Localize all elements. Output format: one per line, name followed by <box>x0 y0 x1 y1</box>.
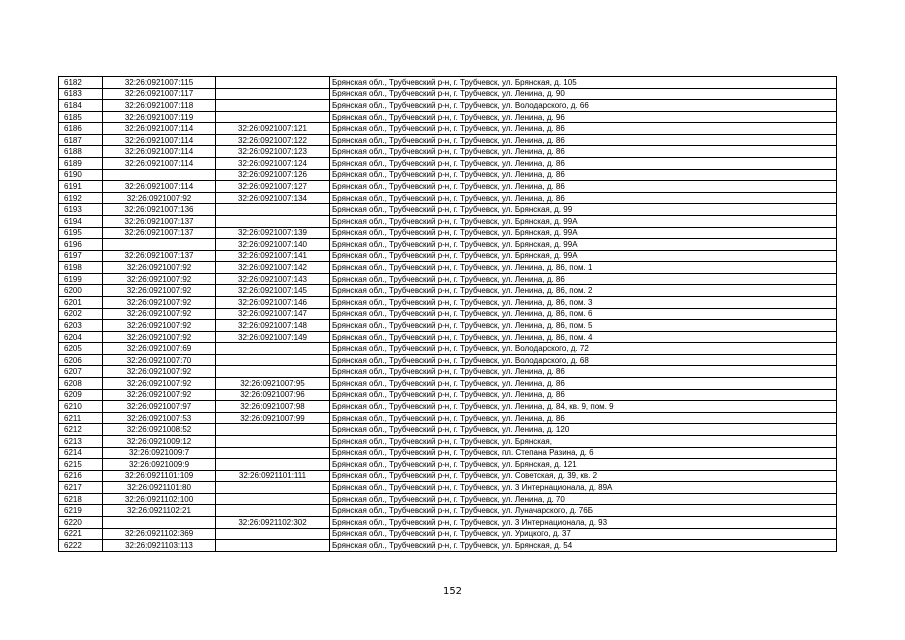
cell-address: Брянская обл., Трубчевский р-н, г. Трубчевск, ул. Ленина, д. 86 <box>330 273 837 285</box>
table-row <box>59 77 837 89</box>
cell-parent-cadastral-number: 32:26:0921102:369 <box>103 528 216 540</box>
cell-address: Брянская обл., Трубчевский р-н, г. Трубчевск, ул. Ленина, д. 86 <box>330 134 837 146</box>
table-row <box>59 482 837 494</box>
cell-parent-cadastral-number: 32:26:0921102:21 <box>103 505 216 517</box>
cell-cadastral-number: 32:26:0921007:149 <box>216 331 330 343</box>
cell-address: Брянская обл., Трубчевский р-н, г. Трубчевск, ул. 3 Интернационала, д. 93 <box>330 516 837 528</box>
cell-parent-cadastral-number: 32:26:0921009:7 <box>103 447 216 459</box>
cell-cadastral-number <box>216 366 330 378</box>
cell-address: Брянская обл., Трубчевский р-н, г. Трубчевск, ул. Володарского, д. 66 <box>330 100 837 112</box>
table-row <box>59 169 837 181</box>
cell-cadastral-number <box>216 100 330 112</box>
cell-address: Брянская обл., Трубчевский р-н, г. Трубчевск, ул. Ленина, д. 86 <box>330 169 837 181</box>
cell-row-number: 6201 <box>59 296 103 308</box>
cell-row-number: 6196 <box>59 239 103 251</box>
cell-cadastral-number <box>216 482 330 494</box>
table-row <box>59 331 837 343</box>
cell-address: Брянская обл., Трубчевский р-н, г. Трубчевск, ул. Ленина, д. 86, пом. 5 <box>330 320 837 332</box>
cell-row-number: 6190 <box>59 169 103 181</box>
cell-address: Брянская обл., Трубчевский р-н, г. Трубчевск, ул. Ленина, д. 96 <box>330 111 837 123</box>
cell-cadastral-number: 32:26:0921007:127 <box>216 181 330 193</box>
cell-address: Брянская обл., Трубчевский р-н, г. Трубчевск, ул. Ленина, д. 86, пом. 4 <box>330 331 837 343</box>
cell-parent-cadastral-number: 32:26:0921102:100 <box>103 493 216 505</box>
cell-cadastral-number: 32:26:0921007:134 <box>216 192 330 204</box>
cell-row-number: 6211 <box>59 412 103 424</box>
cell-address: Брянская обл., Трубчевский р-н, г. Трубчевск, ул. Ленина, д. 86 <box>330 378 837 390</box>
cell-row-number: 6214 <box>59 447 103 459</box>
cell-row-number: 6220 <box>59 516 103 528</box>
cell-row-number: 6189 <box>59 158 103 170</box>
cell-row-number: 6205 <box>59 343 103 355</box>
cell-parent-cadastral-number: 32:26:0921007:114 <box>103 123 216 135</box>
table-row <box>59 239 837 251</box>
cell-parent-cadastral-number: 32:26:0921103:113 <box>103 540 216 552</box>
cell-parent-cadastral-number: 32:26:0921007:92 <box>103 262 216 274</box>
table-row <box>59 459 837 471</box>
cell-cadastral-number: 32:26:0921007:96 <box>216 389 330 401</box>
cell-parent-cadastral-number: 32:26:0921007:92 <box>103 308 216 320</box>
cell-parent-cadastral-number: 32:26:0921101:80 <box>103 482 216 494</box>
table-row <box>59 516 837 528</box>
cell-cadastral-number: 32:26:0921007:121 <box>216 123 330 135</box>
cell-row-number: 6222 <box>59 540 103 552</box>
cell-row-number: 6192 <box>59 192 103 204</box>
table-row <box>59 540 837 552</box>
cell-row-number: 6195 <box>59 227 103 239</box>
cell-parent-cadastral-number <box>103 516 216 528</box>
cell-cadastral-number <box>216 111 330 123</box>
cell-row-number: 6200 <box>59 285 103 297</box>
cell-parent-cadastral-number: 32:26:0921007:119 <box>103 111 216 123</box>
cell-row-number: 6208 <box>59 378 103 390</box>
cell-address: Брянская обл., Трубчевский р-н, г. Трубчевск, ул. Ленина, д. 84, кв. 9, пом. 9 <box>330 401 837 413</box>
cell-row-number: 6219 <box>59 505 103 517</box>
cell-parent-cadastral-number: 32:26:0921007:92 <box>103 296 216 308</box>
cell-row-number: 6209 <box>59 389 103 401</box>
cell-row-number: 6188 <box>59 146 103 158</box>
cell-parent-cadastral-number: 32:26:0921007:114 <box>103 134 216 146</box>
cell-parent-cadastral-number: 32:26:0921007:92 <box>103 273 216 285</box>
cell-cadastral-number <box>216 459 330 471</box>
cell-address: Брянская обл., Трубчевский р-н, г. Трубчевск, ул. Брянская, д. 54 <box>330 540 837 552</box>
cell-row-number: 6215 <box>59 459 103 471</box>
cell-address: Брянская обл., Трубчевский р-н, г. Трубчевск, пл. Степана Разина, д. 6 <box>330 447 837 459</box>
cell-cadastral-number: 32:26:0921007:126 <box>216 169 330 181</box>
cell-address: Брянская обл., Трубчевский р-н, г. Трубчевск, ул. Володарского, д. 72 <box>330 343 837 355</box>
cell-cadastral-number: 32:26:0921007:139 <box>216 227 330 239</box>
cell-address: Брянская обл., Трубчевский р-н, г. Трубчевск, ул. Ленина, д. 86, пом. 3 <box>330 296 837 308</box>
cell-row-number: 6191 <box>59 181 103 193</box>
cell-cadastral-number: 32:26:0921007:122 <box>216 134 330 146</box>
table-row <box>59 320 837 332</box>
table-row <box>59 111 837 123</box>
table-row <box>59 447 837 459</box>
cell-row-number: 6206 <box>59 354 103 366</box>
cell-address: Брянская обл., Трубчевский р-н, г. Трубчевск, ул. Луначарского, д. 76Б <box>330 505 837 517</box>
cell-cadastral-number: 32:26:0921007:99 <box>216 412 330 424</box>
cell-address: Брянская обл., Трубчевский р-н, г. Трубчевск, ул. Ленина, д. 90 <box>330 88 837 100</box>
table-row <box>59 134 837 146</box>
table-row <box>59 435 837 447</box>
table-row <box>59 366 837 378</box>
table-row <box>59 424 837 436</box>
table-row <box>59 296 837 308</box>
table-row <box>59 285 837 297</box>
cell-parent-cadastral-number: 32:26:0921007:53 <box>103 412 216 424</box>
cell-cadastral-number: 32:26:0921007:124 <box>216 158 330 170</box>
cell-address: Брянская обл., Трубчевский р-н, г. Трубчевск, ул. Ленина, д. 86, пом. 2 <box>330 285 837 297</box>
cell-parent-cadastral-number: 32:26:0921007:137 <box>103 250 216 262</box>
table-row <box>59 505 837 517</box>
cell-address: Брянская обл., Трубчевский р-н, г. Трубчевск, ул. Ленина, д. 86, пом. 6 <box>330 308 837 320</box>
cell-row-number: 6218 <box>59 493 103 505</box>
cell-cadastral-number: 32:26:0921007:146 <box>216 296 330 308</box>
cell-address: Брянская обл., Трубчевский р-н, г. Трубчевск, ул. 3 Интернационала, д. 89А <box>330 482 837 494</box>
cell-cadastral-number: 32:26:0921007:140 <box>216 239 330 251</box>
cell-row-number: 6212 <box>59 424 103 436</box>
table-row <box>59 181 837 193</box>
cell-cadastral-number <box>216 447 330 459</box>
cell-parent-cadastral-number: 32:26:0921008:52 <box>103 424 216 436</box>
table-row <box>59 192 837 204</box>
cell-address: Брянская обл., Трубчевский р-н, г. Трубчевск, ул. Ленина, д. 70 <box>330 493 837 505</box>
cell-address: Брянская обл., Трубчевский р-н, г. Трубчевск, ул. Ленина, д. 86 <box>330 181 837 193</box>
cell-row-number: 6210 <box>59 401 103 413</box>
table-row <box>59 158 837 170</box>
table-row <box>59 146 837 158</box>
cell-address: Брянская обл., Трубчевский р-н, г. Трубчевск, ул. Ленина, д. 86 <box>330 123 837 135</box>
cell-address: Брянская обл., Трубчевский р-н, г. Трубчевск, ул. Ленина, д. 86 <box>330 412 837 424</box>
cell-row-number: 6186 <box>59 123 103 135</box>
cell-address: Брянская обл., Трубчевский р-н, г. Трубчевск, ул. Ленина, д. 86 <box>330 389 837 401</box>
cell-address: Брянская обл., Трубчевский р-н, г. Трубчевск, ул. Брянская, <box>330 435 837 447</box>
cell-cadastral-number <box>216 77 330 89</box>
cell-address: Брянская обл., Трубчевский р-н, г. Трубчевск, ул. Брянская, д. 105 <box>330 77 837 89</box>
cell-row-number: 6193 <box>59 204 103 216</box>
cell-parent-cadastral-number: 32:26:0921009:12 <box>103 435 216 447</box>
cell-parent-cadastral-number: 32:26:0921007:97 <box>103 401 216 413</box>
cell-parent-cadastral-number: 32:26:0921007:69 <box>103 343 216 355</box>
cell-address: Брянская обл., Трубчевский р-н, г. Трубчевск, ул. Ленина, д. 86, пом. 1 <box>330 262 837 274</box>
cell-row-number: 6217 <box>59 482 103 494</box>
cell-cadastral-number: 32:26:0921101:111 <box>216 470 330 482</box>
cell-parent-cadastral-number: 32:26:0921007:70 <box>103 354 216 366</box>
cell-cadastral-number <box>216 343 330 355</box>
table-row <box>59 204 837 216</box>
cell-parent-cadastral-number: 32:26:0921007:118 <box>103 100 216 112</box>
cell-row-number: 6207 <box>59 366 103 378</box>
cell-address: Брянская обл., Трубчевский р-н, г. Трубчевск, ул. Советская, д. 39, кв. 2 <box>330 470 837 482</box>
cell-parent-cadastral-number: 32:26:0921007:92 <box>103 378 216 390</box>
table-row <box>59 470 837 482</box>
cell-cadastral-number <box>216 435 330 447</box>
cell-parent-cadastral-number: 32:26:0921007:136 <box>103 204 216 216</box>
cell-row-number: 6221 <box>59 528 103 540</box>
cell-address: Брянская обл., Трубчевский р-н, г. Трубчевск, ул. Урицкого, д. 37 <box>330 528 837 540</box>
cell-row-number: 6204 <box>59 331 103 343</box>
cell-address: Брянская обл., Трубчевский р-н, г. Трубчевск, ул. Брянская, д. 99 <box>330 204 837 216</box>
cell-parent-cadastral-number: 32:26:0921007:114 <box>103 181 216 193</box>
cell-address: Брянская обл., Трубчевский р-н, г. Трубчевск, ул. Брянская, д. 121 <box>330 459 837 471</box>
cell-cadastral-number: 32:26:0921007:98 <box>216 401 330 413</box>
cell-address: Брянская обл., Трубчевский р-н, г. Трубчевск, ул. Брянская, д. 99А <box>330 239 837 251</box>
cell-cadastral-number <box>216 354 330 366</box>
cell-parent-cadastral-number: 32:26:0921007:92 <box>103 320 216 332</box>
cell-cadastral-number <box>216 215 330 227</box>
table-row <box>59 412 837 424</box>
cell-parent-cadastral-number: 32:26:0921009:9 <box>103 459 216 471</box>
table-row <box>59 354 837 366</box>
cell-cadastral-number: 32:26:0921007:145 <box>216 285 330 297</box>
table-body <box>59 77 837 552</box>
cell-cadastral-number <box>216 493 330 505</box>
table-row <box>59 401 837 413</box>
cell-cadastral-number: 32:26:0921007:143 <box>216 273 330 285</box>
cell-cadastral-number: 32:26:0921007:95 <box>216 378 330 390</box>
cell-parent-cadastral-number: 32:26:0921101:109 <box>103 470 216 482</box>
cell-cadastral-number: 32:26:0921007:142 <box>216 262 330 274</box>
cell-parent-cadastral-number: 32:26:0921007:137 <box>103 227 216 239</box>
cell-cadastral-number <box>216 505 330 517</box>
cell-parent-cadastral-number: 32:26:0921007:137 <box>103 215 216 227</box>
cell-parent-cadastral-number: 32:26:0921007:92 <box>103 366 216 378</box>
cell-parent-cadastral-number: 32:26:0921007:92 <box>103 331 216 343</box>
cell-address: Брянская обл., Трубчевский р-н, г. Трубчевск, ул. Брянская, д. 99А <box>330 250 837 262</box>
cell-row-number: 6199 <box>59 273 103 285</box>
table-row <box>59 262 837 274</box>
cell-address: Брянская обл., Трубчевский р-н, г. Трубчевск, ул. Брянская, д. 99А <box>330 215 837 227</box>
cell-row-number: 6213 <box>59 435 103 447</box>
table-row <box>59 389 837 401</box>
page-number: 152 <box>442 586 463 597</box>
cell-parent-cadastral-number: 32:26:0921007:117 <box>103 88 216 100</box>
cell-row-number: 6183 <box>59 88 103 100</box>
cell-row-number: 6187 <box>59 134 103 146</box>
cell-row-number: 6203 <box>59 320 103 332</box>
cell-cadastral-number: 32:26:0921007:148 <box>216 320 330 332</box>
table-row <box>59 88 837 100</box>
cell-cadastral-number <box>216 424 330 436</box>
cell-row-number: 6202 <box>59 308 103 320</box>
cell-cadastral-number: 32:26:0921102:302 <box>216 516 330 528</box>
cell-row-number: 6198 <box>59 262 103 274</box>
cell-row-number: 6182 <box>59 77 103 89</box>
cell-parent-cadastral-number: 32:26:0921007:114 <box>103 146 216 158</box>
table-row <box>59 343 837 355</box>
cadastral-table <box>58 76 837 552</box>
cell-address: Брянская обл., Трубчевский р-н, г. Трубчевск, ул. Брянская, д. 99А <box>330 227 837 239</box>
table-row <box>59 378 837 390</box>
cell-address: Брянская обл., Трубчевский р-н, г. Трубчевск, ул. Ленина, д. 86 <box>330 146 837 158</box>
cell-address: Брянская обл., Трубчевский р-н, г. Трубчевск, ул. Володарского, д. 68 <box>330 354 837 366</box>
cell-row-number: 6185 <box>59 111 103 123</box>
cell-parent-cadastral-number: 32:26:0921007:115 <box>103 77 216 89</box>
table-row <box>59 493 837 505</box>
table-row <box>59 250 837 262</box>
cell-parent-cadastral-number: 32:26:0921007:92 <box>103 285 216 297</box>
cell-row-number: 6197 <box>59 250 103 262</box>
cell-cadastral-number <box>216 204 330 216</box>
cell-parent-cadastral-number <box>103 169 216 181</box>
cell-address: Брянская обл., Трубчевский р-н, г. Трубчевск, ул. Ленина, д. 120 <box>330 424 837 436</box>
cell-address: Брянская обл., Трубчевский р-н, г. Трубчевск, ул. Ленина, д. 86 <box>330 366 837 378</box>
cell-cadastral-number <box>216 540 330 552</box>
cell-row-number: 6216 <box>59 470 103 482</box>
cell-cadastral-number <box>216 528 330 540</box>
cell-parent-cadastral-number: 32:26:0921007:92 <box>103 389 216 401</box>
cell-parent-cadastral-number: 32:26:0921007:92 <box>103 192 216 204</box>
cell-row-number: 6194 <box>59 215 103 227</box>
cell-cadastral-number: 32:26:0921007:147 <box>216 308 330 320</box>
cell-row-number: 6184 <box>59 100 103 112</box>
cell-cadastral-number <box>216 88 330 100</box>
table-row <box>59 100 837 112</box>
cell-parent-cadastral-number: 32:26:0921007:114 <box>103 158 216 170</box>
table-row <box>59 273 837 285</box>
table-row <box>59 227 837 239</box>
table-row <box>59 215 837 227</box>
cell-cadastral-number: 32:26:0921007:123 <box>216 146 330 158</box>
cell-cadastral-number: 32:26:0921007:141 <box>216 250 330 262</box>
cell-parent-cadastral-number <box>103 239 216 251</box>
cell-address: Брянская обл., Трубчевский р-н, г. Трубчевск, ул. Ленина, д. 86 <box>330 158 837 170</box>
table-row <box>59 308 837 320</box>
table-row <box>59 528 837 540</box>
cell-address: Брянская обл., Трубчевский р-н, г. Трубчевск, ул. Ленина, д. 86 <box>330 192 837 204</box>
table-row <box>59 123 837 135</box>
